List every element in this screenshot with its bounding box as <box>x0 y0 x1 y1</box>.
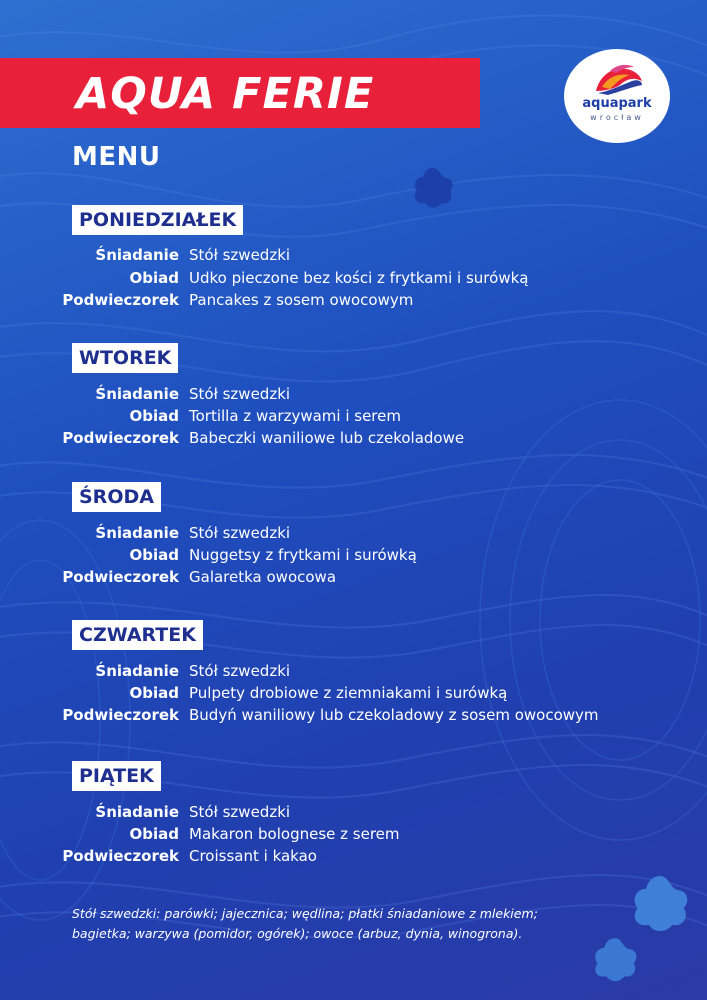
footnote-line: Stół szwedzki: parówki; jajecznica; wędlina; płatki śniadaniowe z mlekiem; <box>72 906 538 921</box>
meal-row <box>0 244 707 266</box>
meal-value: Budyń waniliowy lub czekoladowy z sosem owocowym <box>189 706 599 724</box>
meal-label: Podwieczorek <box>62 568 179 586</box>
buffet-footnote <box>72 904 632 944</box>
meal-label: Obiad <box>129 684 179 702</box>
meal-value: Pancakes z sosem owocowym <box>189 291 414 309</box>
meal-value: Pulpety drobiowe z ziemniakami i surówką <box>189 684 508 702</box>
day-label: ŚRODA <box>72 482 161 512</box>
decorative-blob <box>410 165 456 211</box>
menu-subtitle: MENU <box>72 142 161 172</box>
page-title: AQUA FERIE <box>76 69 375 119</box>
day-label: CZWARTEK <box>72 620 203 650</box>
footnote-line: bagietka; warzywa (pomidor, ogórek); owoce (arbuz, dynia, winogrona). <box>72 926 523 941</box>
meal-row <box>0 383 707 405</box>
wave-logo-icon <box>592 61 644 95</box>
meal-label: Podwieczorek <box>62 706 179 724</box>
day-label: PIĄTEK <box>72 761 161 791</box>
meal-label: Podwieczorek <box>62 847 179 865</box>
meal-value: Stół szwedzki <box>189 246 291 264</box>
meal-value: Makaron bolognese z serem <box>189 825 400 843</box>
logo-city: wrocław <box>590 113 644 122</box>
meal-row <box>0 682 707 704</box>
meal-label: Obiad <box>129 546 179 564</box>
meal-value: Tortilla z warzywami i serem <box>189 407 401 425</box>
meal-label: Podwieczorek <box>62 291 179 309</box>
meal-row <box>0 427 707 449</box>
meal-row <box>0 522 707 544</box>
meal-label: Śniadanie <box>95 246 179 264</box>
meal-label: Śniadanie <box>95 385 179 403</box>
meal-row <box>0 267 707 289</box>
meal-row <box>0 660 707 682</box>
meal-row <box>0 289 707 311</box>
meal-row <box>0 823 707 845</box>
meal-label: Obiad <box>129 825 179 843</box>
meal-value: Stół szwedzki <box>189 385 291 403</box>
meal-row <box>0 801 707 823</box>
logo-wordmark: aquapark <box>582 96 652 111</box>
meal-value: Nuggetsy z frytkami i surówką <box>189 546 417 564</box>
decorative-blob <box>628 872 692 936</box>
meal-row <box>0 405 707 427</box>
day-label: WTOREK <box>72 343 178 373</box>
meal-value: Udko pieczone bez kości z frytkami i surówką <box>189 269 529 287</box>
meal-value: Stół szwedzki <box>189 803 291 821</box>
meal-row <box>0 704 707 726</box>
meal-row <box>0 544 707 566</box>
meal-value: Galaretka owocowa <box>189 568 337 586</box>
meal-value: Babeczki waniliowe lub czekoladowe <box>189 429 465 447</box>
meal-label: Obiad <box>129 407 179 425</box>
meal-row <box>0 845 707 867</box>
meal-row <box>0 566 707 588</box>
meal-label: Obiad <box>129 269 179 287</box>
meal-value: Croissant i kakao <box>189 847 317 865</box>
meal-value: Stół szwedzki <box>189 524 291 542</box>
meal-label: Podwieczorek <box>62 429 179 447</box>
day-label: PONIEDZIAŁEK <box>72 205 243 235</box>
meal-value: Stół szwedzki <box>189 662 291 680</box>
meal-label: Śniadanie <box>95 524 179 542</box>
meal-label: Śniadanie <box>95 803 179 821</box>
aquapark-logo <box>564 49 670 143</box>
meal-label: Śniadanie <box>95 662 179 680</box>
